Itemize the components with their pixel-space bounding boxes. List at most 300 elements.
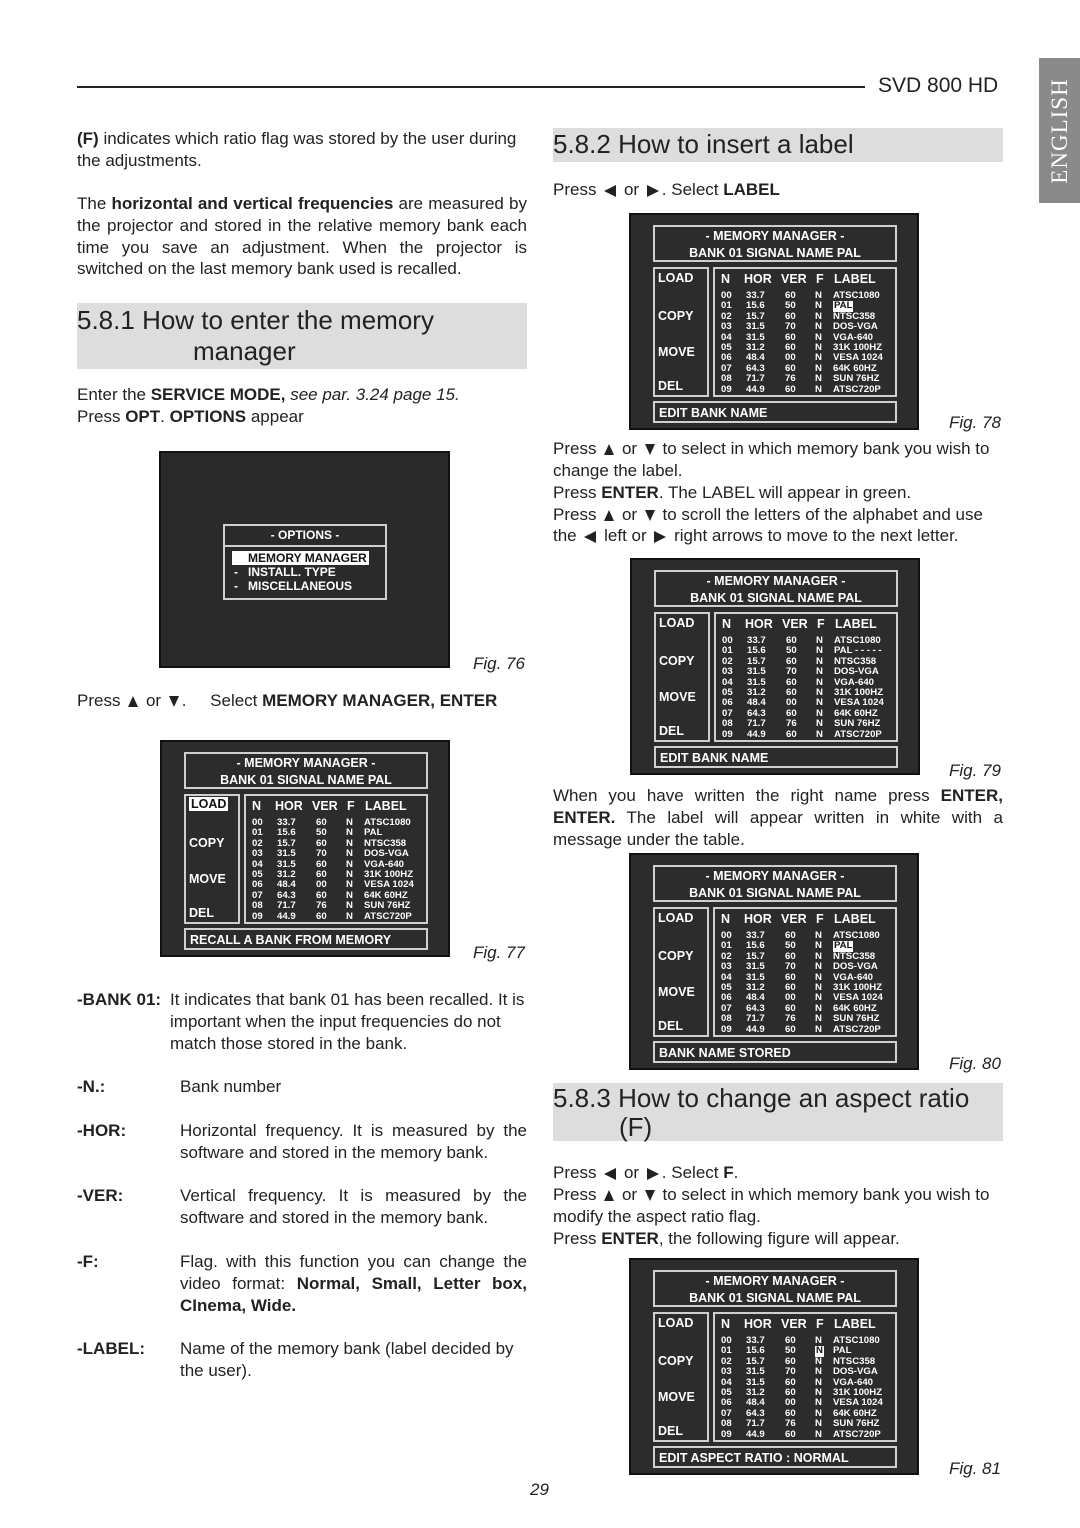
table-cell: PAL [834,940,853,952]
table-cell: 00 [722,635,733,646]
mm-title: - MEMORY MANAGER - [705,869,845,883]
table-cell: ATSC720P [364,910,412,922]
table-cell: 15.7 [746,1355,765,1367]
table-cell: N [815,341,822,353]
def-term-hor: -HOR: [77,1121,127,1140]
mm-status-bar: BANK NAME STORED [653,1041,897,1063]
del-button[interactable]: DEL [658,379,683,393]
table-cell: N [815,930,822,941]
table-cell: N [815,300,822,312]
table-cell: N [815,992,822,1004]
table-cell: DOS-VGA [833,961,878,973]
table-cell: 60 [316,858,327,870]
table-cell: 31.5 [746,1376,765,1388]
table-cell: 71.7 [746,1418,765,1430]
load-button[interactable]: LOAD [658,271,694,285]
table-cell: PAL [364,827,383,839]
table-cell: SUN 76HZ [834,718,881,730]
table-cell: 04 [721,971,732,983]
table-row[interactable] [252,912,428,922]
mm-title: - MEMORY MANAGER - [236,756,376,770]
mm-rows [252,818,428,922]
table-cell: N [815,383,822,395]
mm-bank-line: BANK 01 SIGNAL NAME PAL [220,773,392,787]
move-button[interactable]: MOVE [658,345,695,359]
table-cell: N [815,1355,822,1367]
table-cell: 15.7 [746,950,765,962]
fig-76-caption: Fig. 76 [473,654,525,673]
fig-80-caption: Fig. 80 [949,1054,1001,1073]
table-cell: 60 [785,362,796,374]
mm-status-bar: EDIT BANK NAME [654,746,898,768]
table-cell: 64.3 [746,1407,765,1419]
mm-title: - MEMORY MANAGER - [705,1274,845,1288]
table-cell: 31.5 [746,321,765,333]
table-cell: ATSC720P [833,1428,881,1440]
table-cell: 02 [721,1355,732,1367]
table-cell: VGA-640 [364,858,404,870]
col-header-n: N [721,1317,731,1331]
table-cell: 50 [785,1345,796,1357]
table-cell: 31.2 [277,868,296,880]
table-cell: 00 [721,290,732,301]
up-arrow-icon [604,1190,614,1201]
table-row[interactable] [722,667,898,677]
table-cell: ATSC720P [834,728,882,740]
table-cell: 76 [785,373,796,385]
def-term-bank: -BANK 01: [77,990,162,1009]
table-cell: 60 [316,868,327,880]
left-arrow-icon [584,531,596,543]
table-cell: 05 [252,868,263,880]
table-cell: N [346,910,353,922]
table-cell: NTSC358 [833,310,876,322]
table-row[interactable] [721,1014,897,1024]
copy-button[interactable]: COPY [658,949,694,963]
select-bank-aspect-paragraph: Press or to select in which memory bank you wish to modify the aspect ratio flag. [553,1185,990,1226]
mm-header-box [184,752,428,789]
table-row[interactable] [252,901,428,911]
table-cell: 50 [785,300,796,312]
table-cell: 48.4 [277,879,296,891]
down-arrow-icon [645,1190,655,1201]
table-cell: 33.7 [747,635,766,646]
table-cell: 60 [786,707,797,719]
mm-header-box [653,865,897,902]
down-arrow-icon [645,444,655,455]
table-cell: 31.5 [746,331,765,343]
mm-bank-line: BANK 01 SIGNAL NAME PAL [689,246,861,260]
def-term-ver: -VER: [77,1186,124,1205]
table-cell: N [816,635,823,646]
table-cell: N [816,697,823,709]
table-cell: N [815,362,822,374]
table-cell: 08 [252,900,263,912]
table-cell: 15.6 [277,827,296,839]
table-cell: 76 [786,718,797,730]
table-cell: N [816,676,823,688]
table-cell: 08 [721,373,732,385]
table-cell: N [815,1013,822,1025]
table-cell: 64.3 [277,889,296,901]
mm-bank-table [244,794,428,924]
table-cell: N [815,331,822,343]
mm-side-panel [653,907,709,1037]
table-cell: ATSC720P [833,1023,881,1035]
table-cell: 60 [785,981,796,993]
table-cell: N [815,1376,822,1388]
table-cell: 71.7 [746,373,765,385]
right-arrow-icon [647,1168,659,1180]
table-cell: 06 [721,992,732,1004]
table-row[interactable] [252,849,428,859]
label-written-paragraph: When you have written the right name press ENTER, ENTER. The label will appear written in white with a message under the table. [553,786,1003,849]
table-cell: N [815,981,822,993]
table-row[interactable] [721,385,897,395]
table-cell: 60 [785,1002,796,1014]
table-cell: N [346,879,353,891]
table-cell: 71.7 [747,718,766,730]
table-cell: 04 [722,676,733,688]
fig-81-caption: Fig. 81 [949,1459,1001,1478]
table-cell: N [815,1023,822,1035]
table-cell: N [815,1418,822,1430]
table-cell: N [346,848,353,860]
table-cell: 71.7 [746,1013,765,1025]
table-cell: DOS-VGA [833,321,878,333]
table-cell: N [815,971,822,983]
table-cell: 60 [786,676,797,688]
table-cell: 60 [785,1428,796,1440]
table-row[interactable] [721,1367,897,1377]
mm-rows [721,291,897,395]
col-header-f: F [816,272,824,286]
col-header-hor: HOR [745,617,773,631]
mm-header-box [653,225,897,262]
copy-button[interactable]: COPY [189,836,225,850]
table-cell: 31.2 [746,341,765,353]
table-cell: 44.9 [746,1428,765,1440]
table-cell: SUN 76HZ [833,373,880,385]
memory-manager-screen-fig81 [629,1258,919,1475]
paragraph-frequencies: The horizontal and vertical frequencies are measured by the projector and stored in the relative memory bank each time you save an adjustment. When the projector is switched on the last memory bank used is recalled. [77,194,527,279]
table-cell: 60 [786,686,797,698]
copy-button[interactable]: COPY [659,654,695,668]
press-select-memory-manager: Press or . Select MEMORY MANAGER, ENTER [77,691,498,710]
table-cell: 15.6 [746,300,765,312]
left-arrow-icon [604,185,616,197]
table-cell: 00 [721,1335,732,1346]
table-cell: 31K 100HZ [833,341,883,353]
table-row[interactable] [721,1419,897,1429]
table-cell: VESA 1024 [364,879,414,891]
paragraph-flag: (F) indicates which ratio flag was stored by the user during the adjustments. [77,129,517,170]
fig-78-caption: Fig. 78 [949,413,1001,432]
table-cell: 01 [722,645,733,657]
table-cell: N [815,950,822,962]
table-cell: 31.5 [277,858,296,870]
table-cell: ATSC1080 [364,817,411,828]
table-cell: 07 [252,889,263,901]
mm-rows [721,931,897,1035]
table-cell: 03 [252,848,263,860]
load-button[interactable]: LOAD [191,797,227,811]
table-cell: 31.5 [746,971,765,983]
table-cell: 31.2 [747,686,766,698]
options-item-miscellaneous[interactable]: - MISCELLANEOUS [234,579,353,593]
copy-button[interactable]: COPY [658,1354,694,1368]
col-header-hor: HOR [275,799,303,813]
col-header-ver: VER [312,799,338,813]
table-cell: 64.3 [747,707,766,719]
col-header-hor: HOR [744,272,772,286]
table-cell: ATSC1080 [833,930,880,941]
table-cell: 64.3 [746,362,765,374]
table-cell: 31.5 [746,1366,765,1378]
table-cell: 03 [722,666,733,678]
table-cell: DOS-VGA [834,666,879,678]
table-cell: N [815,321,822,333]
col-header-label: LABEL [835,617,877,631]
table-cell: VGA-640 [833,971,873,983]
table-cell: 00 [252,817,263,828]
table-cell: N [346,858,353,870]
del-button[interactable]: DEL [658,1019,683,1033]
table-cell: 60 [786,728,797,740]
col-header-hor: HOR [744,912,772,926]
table-cell: 05 [721,981,732,993]
table-cell: 07 [721,1002,732,1014]
table-cell: 33.7 [746,290,765,301]
table-cell: N [815,310,822,322]
col-header-ver: VER [781,272,807,286]
table-cell: 60 [785,290,796,301]
mm-side-panel [184,794,240,924]
table-cell: 15.7 [747,655,766,667]
table-cell: 00 [316,879,327,891]
def-term-f: -F: [77,1252,99,1271]
table-cell: 00 [786,697,797,709]
section-5-8-3-heading: 5.8.3 How to change an aspect ratio (F) [553,1083,1003,1141]
table-cell: 06 [252,879,263,891]
table-cell: 70 [786,666,797,678]
model-name: SVD 800 HD [878,74,999,97]
table-cell: 60 [316,910,327,922]
col-header-label: LABEL [834,912,876,926]
def-text-label: Name of the memory bank (label decided by the user). [180,1339,514,1380]
table-row[interactable] [721,1025,897,1035]
table-cell: 01 [721,1345,732,1357]
table-cell: NTSC358 [834,655,877,667]
table-cell: SUN 76HZ [833,1013,880,1025]
table-cell: 05 [721,1386,732,1398]
table-cell: N [815,940,822,952]
header-rule [77,86,865,88]
table-cell: NTSC358 [833,1355,876,1367]
table-row[interactable] [721,322,897,332]
col-header-ver: VER [781,912,807,926]
col-header-f: F [817,617,825,631]
move-button[interactable]: MOVE [658,985,695,999]
del-button[interactable]: DEL [659,724,684,738]
table-cell: 44.9 [746,383,765,395]
table-cell: N [816,1345,823,1357]
table-cell: 03 [721,1366,732,1378]
page-number: 29 [530,1480,549,1499]
table-cell: 04 [252,858,263,870]
table-cell: 02 [721,310,732,322]
table-cell: 64K 60HZ [833,362,877,374]
table-row[interactable] [721,374,897,384]
table-cell: 04 [721,331,732,343]
mm-bank-table [713,907,897,1037]
table-cell: N [346,868,353,880]
table-cell: VGA-640 [834,676,874,688]
col-header-ver: VER [782,617,808,631]
table-cell: 76 [785,1013,796,1025]
table-cell: N [816,707,823,719]
table-cell: 60 [316,837,327,849]
table-row[interactable] [721,1430,897,1440]
table-cell: 00 [785,1397,796,1409]
table-cell: N [816,686,823,698]
col-header-hor: HOR [744,1317,772,1331]
table-cell: ATSC720P [833,383,881,395]
mm-bank-table [713,267,897,397]
mm-bank-table [713,1312,897,1442]
table-cell: 04 [721,1376,732,1388]
table-cell: 03 [721,321,732,333]
table-cell: 08 [721,1013,732,1025]
options-item-install-type[interactable]: - INSTALL. TYPE [234,565,336,579]
table-cell: SUN 76HZ [833,1418,880,1430]
table-cell: N [815,373,822,385]
down-arrow-icon [169,696,179,707]
table-cell: 31.5 [747,666,766,678]
table-cell: 09 [721,1428,732,1440]
del-button[interactable]: DEL [189,906,214,920]
mm-status-bar: EDIT BANK NAME [653,401,897,423]
table-cell: VESA 1024 [833,1397,883,1409]
move-button[interactable]: MOVE [189,872,226,886]
table-cell: 31.2 [746,1386,765,1398]
table-cell: N [346,817,353,828]
table-row[interactable] [721,962,897,972]
up-arrow-icon [604,510,614,521]
arrows-next-letter: the left or right arrows to move to the next letter. [553,526,959,545]
scroll-letters-paragraph: Press or to scroll the letters of the alphabet and use [553,505,983,524]
table-cell: 09 [721,1023,732,1035]
def-term-label: -LABEL: [77,1339,145,1358]
table-cell: VESA 1024 [833,352,883,364]
load-button[interactable]: LOAD [658,1316,694,1330]
table-cell: 50 [785,940,796,952]
press-select-label: Press or . Select LABEL [553,180,780,199]
table-cell: N [815,1366,822,1378]
del-button[interactable]: DEL [658,1424,683,1438]
table-cell: N [815,1386,822,1398]
right-arrow-icon [654,531,666,543]
copy-button[interactable]: COPY [658,309,694,323]
table-cell: 60 [785,930,796,941]
table-row[interactable] [722,719,898,729]
table-cell: VESA 1024 [833,992,883,1004]
table-cell: 15.7 [746,310,765,322]
table-cell: 06 [722,697,733,709]
table-cell: 64K 60HZ [364,889,408,901]
table-cell: 44.9 [277,910,296,922]
memory-manager-screen-fig78 [629,213,919,430]
col-header-n: N [252,799,262,813]
table-cell: 06 [721,352,732,364]
table-cell: 05 [722,686,733,698]
table-cell: 60 [785,971,796,983]
table-cell: 60 [786,655,797,667]
table-cell: 01 [252,827,263,839]
table-cell: 07 [721,362,732,374]
table-cell: PAL [833,1345,852,1357]
col-header-f: F [816,912,824,926]
table-cell: 08 [721,1418,732,1430]
table-cell: 60 [785,1335,796,1346]
table-cell: 60 [785,310,796,322]
table-cell: 09 [722,728,733,740]
table-cell: 50 [316,827,327,839]
table-cell: 60 [785,1407,796,1419]
table-cell: VESA 1024 [834,697,884,709]
col-header-label: LABEL [365,799,407,813]
move-button[interactable]: MOVE [659,690,696,704]
select-bank-paragraph: Press or to select in which memory bank you wish to change the label. [553,439,990,480]
load-button[interactable]: LOAD [659,616,695,630]
table-cell: 70 [316,848,327,860]
col-header-label: LABEL [834,1317,876,1331]
def-text-hor: Horizontal frequency. It is measured by the software and stored in the memory bank. [180,1121,527,1162]
table-row[interactable] [722,730,898,740]
load-button[interactable]: LOAD [658,911,694,925]
table-cell: 64K 60HZ [834,707,878,719]
table-cell: N [815,961,822,973]
table-cell: 00 [721,930,732,941]
table-cell: N [816,645,823,657]
table-cell: N [815,352,822,364]
table-cell: 76 [316,900,327,912]
table-cell: SUN 76HZ [364,900,411,912]
def-term-n: -N.: [77,1077,106,1096]
table-cell: VGA-640 [833,1376,873,1388]
options-item-memory-manager[interactable]: - MEMORY MANAGER [234,551,367,565]
table-cell: N [816,718,823,730]
col-header-n: N [721,272,731,286]
mm-bank-table [714,612,898,742]
table-cell: PAL [834,300,853,312]
table-cell: 33.7 [746,1335,765,1346]
mm-status-bar: EDIT ASPECT RATIO : NORMAL [653,1446,897,1468]
table-cell: 64K 60HZ [833,1407,877,1419]
table-cell: NTSC358 [833,950,876,962]
down-arrow-icon [645,510,655,521]
move-button[interactable]: MOVE [658,1390,695,1404]
language-tab: ENGLISH [1039,58,1080,203]
table-cell: 15.6 [747,645,766,657]
table-cell: 33.7 [277,817,296,828]
table-cell: 31K 100HZ [834,686,884,698]
mm-bank-line: BANK 01 SIGNAL NAME PAL [690,591,862,605]
col-header-n: N [721,912,731,926]
memory-manager-screen-fig80 [629,853,919,1070]
mm-side-panel [653,1312,709,1442]
mm-header-box [653,1270,897,1307]
